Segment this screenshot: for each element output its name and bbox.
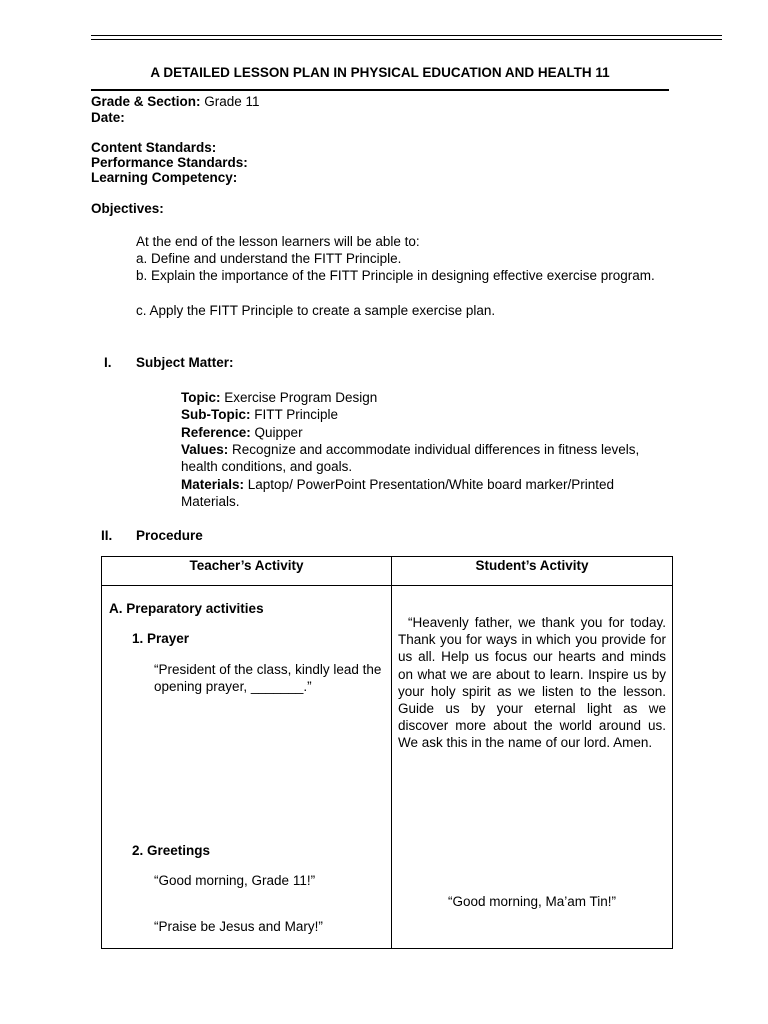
objective-b: b. Explain the importance of the FITT Principle in designing effective exercise program. — [136, 268, 655, 283]
reference-label: Reference: — [181, 425, 251, 440]
objectives-label: Objectives: — [91, 201, 164, 216]
student-activity-header — [392, 557, 673, 586]
document-title: A DETAILED LESSON PLAN IN PHYSICAL EDUCATION AND HEALTH 11 — [150, 65, 610, 80]
subject-matter-numeral: I. — [104, 355, 112, 370]
values-label: Values: — [181, 442, 229, 457]
greetings-heading: 2. Greetings — [132, 843, 211, 858]
performance-standards-label: Performance Standards: — [91, 155, 248, 170]
procedure-numeral: II. — [101, 528, 113, 543]
objective-a: a. Define and understand the FITT Principle. — [136, 251, 402, 266]
procedure-table-header — [102, 557, 673, 586]
materials-label: Materials: — [181, 477, 245, 492]
objectives-intro: At the end of the lesson learners will be able to: — [136, 234, 420, 249]
materials-line — [181, 476, 671, 511]
prayer-heading: 1. Prayer — [132, 631, 190, 646]
teacher-activity-header — [102, 557, 392, 586]
procedure-table — [101, 556, 673, 949]
teacher-activity-cell — [102, 586, 392, 949]
grade-section-label: Grade & Section: — [91, 94, 201, 109]
greeting-teacher-1: “Good morning, Grade 11!” — [154, 873, 316, 888]
subject-matter-heading: Subject Matter: — [136, 355, 234, 370]
prayer-teacher-text: “President of the class, kindly lead the opening prayer, _______.” — [154, 662, 382, 694]
top-double-rule-lower — [91, 39, 722, 40]
top-double-rule-upper — [91, 35, 722, 36]
greeting-student-text: “Good morning, Ma’am Tin!” — [447, 894, 617, 909]
procedure-heading: Procedure — [136, 528, 203, 543]
student-activity-header-label: Student’s Activity — [475, 558, 589, 573]
topic-value: Exercise Program Design — [220, 390, 378, 405]
procedure-table-row — [102, 586, 673, 949]
values-line — [181, 441, 671, 476]
reference-line — [181, 424, 671, 441]
topic-label: Topic: — [181, 390, 221, 405]
subtopic-label: Sub-Topic: — [181, 407, 251, 422]
subtopic-line — [181, 406, 671, 423]
title-underline — [91, 89, 669, 91]
reference-value: Quipper — [250, 425, 303, 440]
teacher-activity-header-label: Teacher’s Activity — [189, 558, 304, 573]
topic-line — [181, 389, 671, 406]
date-label: Date: — [91, 110, 125, 125]
materials-value: Laptop/ PowerPoint Presentation/White board marker/Printed Materials. — [181, 477, 614, 510]
grade-section-line — [91, 94, 260, 109]
greeting-teacher-2: “Praise be Jesus and Mary!” — [154, 919, 323, 934]
preparatory-activities-heading: A. Preparatory activities — [109, 601, 264, 616]
subtopic-value: FITT Principle — [250, 407, 339, 422]
objective-c: c. Apply the FITT Principle to create a sample exercise plan. — [136, 303, 496, 318]
learning-competency-label: Learning Competency: — [91, 170, 238, 185]
content-standards-label: Content Standards: — [91, 140, 217, 155]
values-value: Recognize and accommodate individual differences in fitness levels, health conditions, and goals. — [181, 442, 640, 475]
prayer-student-text: “Heavenly father, we thank you for today. Thank you for ways in which you provide for us all. Help us focus our hearts and minds on what we are about to learn. Inspire us by your holy spirit as we listen to the lesson. Guide us by your eternal light as we discover more about the world around us. We ask this in the name of our lord. Amen. — [398, 615, 666, 751]
student-activity-cell — [392, 586, 673, 949]
grade-section-value: Grade 11 — [200, 94, 260, 109]
